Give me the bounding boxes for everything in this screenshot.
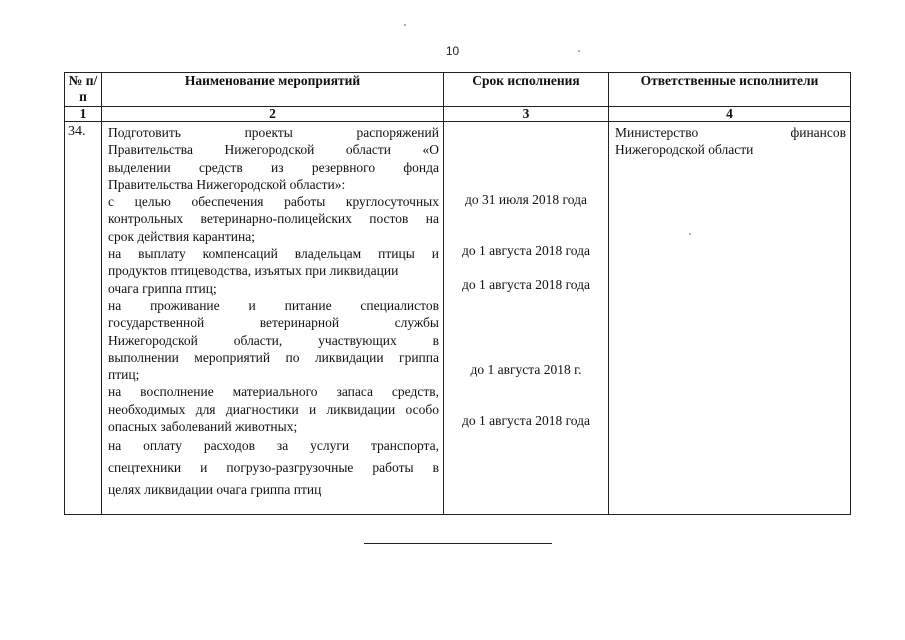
scan-speck — [404, 24, 406, 26]
closing-divider — [364, 543, 552, 544]
task-line: выполнении мероприятий по ликвидации гриппа — [108, 349, 439, 365]
task-line: продуктов птицеводства, изъятых при ликвидации — [108, 263, 399, 279]
task-line: на проживание и питание специалистов — [108, 297, 439, 313]
measures-table — [64, 72, 851, 515]
task-line: целях ликвидации очага гриппа птиц — [108, 482, 322, 498]
deadline-item: до 31 июля 2018 года — [465, 192, 587, 207]
scan-speck — [578, 50, 580, 52]
executor-word: финансов — [790, 125, 846, 140]
table-row — [65, 122, 851, 515]
task-line: необходимых для диагностики и ликвидации особо — [108, 401, 439, 417]
task-line: срок действия карантина; — [108, 228, 255, 244]
task-line: на оплату расходов за услуги транспорта, — [108, 438, 439, 454]
header-deadline: Срок исполнения — [444, 73, 609, 107]
task-line: на выплату компенсаций владельцам птицы и — [108, 246, 439, 262]
task-line: на восполнение материального запаса средств, — [108, 384, 439, 400]
deadline-item: до 1 августа 2018 г. — [470, 362, 582, 377]
task-line: с целью обеспечения работы круглосуточных — [108, 194, 439, 210]
header-executors: Ответственные исполнители — [609, 73, 851, 107]
task-line: контрольных ветеринарно-полицейских постов на — [108, 211, 439, 227]
task-line: опасных заболеваний животных; — [108, 419, 298, 435]
task-line: государственной ветеринарной службы — [108, 315, 439, 331]
header-num: № п/п — [65, 73, 102, 107]
task-line: Правительства Нижегородской области «О — [108, 142, 439, 158]
column-index: 4 — [609, 107, 851, 122]
executor-line: Нижегородской области — [615, 142, 754, 158]
task-line: Правительства Нижегородской области»: — [108, 176, 346, 192]
column-index-row — [65, 107, 851, 122]
task-line: очага гриппа птиц; — [108, 280, 217, 296]
executor-word: Министерство — [615, 125, 699, 140]
task-line: выделении средств из резервного фонда — [108, 159, 439, 175]
task-line: птиц; — [108, 367, 140, 383]
task-line: спецтехники и погрузо-разгрузочные работы в — [108, 460, 439, 476]
row-number: 34. — [65, 122, 102, 515]
deadline-item: до 1 августа 2018 года — [462, 277, 590, 292]
column-index: 1 — [65, 107, 102, 122]
deadline-item: до 1 августа 2018 года — [462, 243, 590, 258]
header-name: Наименование мероприятий — [102, 73, 444, 107]
scan-speck — [689, 233, 691, 235]
executors-cell — [609, 122, 851, 515]
task-cell — [102, 122, 444, 515]
task-line: Подготовить проекты распоряжений — [108, 125, 439, 140]
deadline-item: до 1 августа 2018 года — [462, 413, 590, 428]
page-number: 10 — [445, 44, 460, 58]
column-index: 2 — [102, 107, 444, 122]
column-index: 3 — [444, 107, 609, 122]
deadline-cell — [444, 122, 609, 515]
header-row — [65, 73, 851, 107]
task-line: Нижегородской области, участвующих в — [108, 332, 439, 348]
